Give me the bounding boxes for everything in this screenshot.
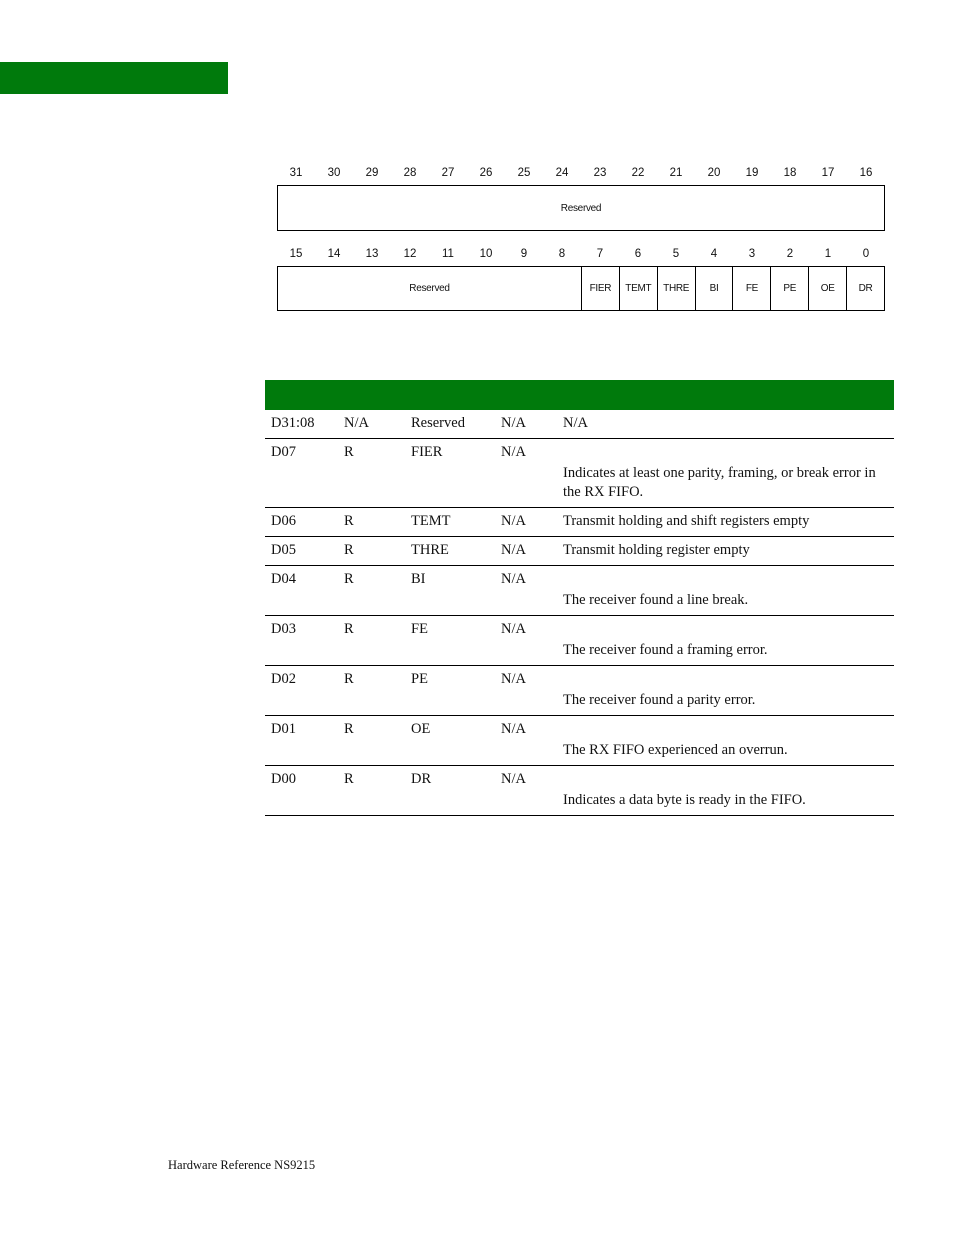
reset-cell: N/A <box>495 616 557 666</box>
access-cell: R <box>338 616 405 666</box>
access-cell: R <box>338 439 405 508</box>
description-detail: The RX FIFO experienced an overrun. <box>563 742 788 758</box>
register-field: Reserved <box>409 283 450 294</box>
register-diagram-upper <box>277 163 885 231</box>
bit-number: 22 <box>631 167 645 179</box>
reset-cell: N/A <box>495 508 557 537</box>
description-detail: The receiver found a line break. <box>563 592 749 608</box>
description-text <box>563 720 892 739</box>
bit-number: 30 <box>327 167 341 179</box>
description-cell <box>557 616 894 666</box>
bit-number: 10 <box>479 248 493 260</box>
bit-number: 5 <box>672 248 680 260</box>
description-detail: The receiver found a parity error. <box>563 692 756 708</box>
mnemonic-cell: Reserved <box>405 410 495 439</box>
bit-number: 27 <box>441 167 455 179</box>
bit-number: 19 <box>745 167 759 179</box>
description-text <box>563 620 892 639</box>
description-cell <box>557 537 894 566</box>
bit-number: 29 <box>365 167 379 179</box>
description-text: Transmit holding register empty <box>563 542 750 558</box>
access-cell: R <box>338 537 405 566</box>
description-detail: Indicates at least one parity, framing, or break error in the RX FIFO. <box>563 465 876 500</box>
access-cell: N/A <box>338 410 405 439</box>
description-cell <box>557 439 894 508</box>
bit-number: 9 <box>520 248 528 260</box>
description-text: N/A <box>563 415 588 431</box>
mnemonic-cell: TEMT <box>405 508 495 537</box>
access-cell: R <box>338 508 405 537</box>
mnemonic-cell: FE <box>405 616 495 666</box>
register-diagram-lower <box>277 244 885 311</box>
bit-number: 7 <box>596 248 604 260</box>
register-field: Reserved <box>560 202 602 214</box>
description-cell <box>557 716 894 766</box>
bits-cell: D00 <box>265 766 338 816</box>
bit-number: 28 <box>403 167 417 179</box>
register-field: PE <box>770 267 808 310</box>
mnemonic-cell: FIER <box>405 439 495 508</box>
bits-cell: D06 <box>265 508 338 537</box>
description-cell <box>557 566 894 616</box>
bit-number: 1 <box>824 248 832 260</box>
description-text <box>563 443 892 462</box>
bits-cell: D31:08 <box>265 410 338 439</box>
register-bit-table <box>265 380 894 816</box>
description-text <box>563 670 892 689</box>
bit-number: 14 <box>327 248 341 260</box>
bit-number: 17 <box>821 167 835 179</box>
table-row <box>265 766 894 816</box>
description-text <box>563 770 892 789</box>
reset-cell: N/A <box>495 410 557 439</box>
table-row <box>265 666 894 716</box>
bit-number: 8 <box>558 248 566 260</box>
bit-number: 6 <box>634 248 642 260</box>
mnemonic-cell: THRE <box>405 537 495 566</box>
field-row-upper <box>277 185 885 231</box>
description-detail: Indicates a data byte is ready in the FIFO. <box>563 792 806 808</box>
bit-number: 24 <box>555 167 569 179</box>
bit-number: 12 <box>403 248 417 260</box>
bit-number: 23 <box>593 167 607 179</box>
bits-cell: D05 <box>265 537 338 566</box>
bit-number: 3 <box>748 248 756 260</box>
description-cell <box>557 766 894 816</box>
register-field: DR <box>846 267 884 310</box>
reset-cell: N/A <box>495 716 557 766</box>
table-row <box>265 439 894 508</box>
description-cell <box>557 410 894 439</box>
mnemonic-cell: DR <box>405 766 495 816</box>
bits-cell: D07 <box>265 439 338 508</box>
mnemonic-cell: PE <box>405 666 495 716</box>
table-row <box>265 716 894 766</box>
bits-cell: D03 <box>265 616 338 666</box>
access-cell: R <box>338 666 405 716</box>
table-row <box>265 508 894 537</box>
bit-number: 31 <box>289 167 303 179</box>
bit-number: 2 <box>786 248 794 260</box>
register-field: FE <box>732 267 770 310</box>
bit-number: 21 <box>669 167 683 179</box>
bits-cell: D04 <box>265 566 338 616</box>
register-field: THRE <box>657 267 695 310</box>
page-footer: Hardware Reference NS9215 <box>168 1158 316 1172</box>
bit-number: 18 <box>783 167 797 179</box>
bits-cell: D01 <box>265 716 338 766</box>
reset-cell: N/A <box>495 566 557 616</box>
bit-number: 25 <box>517 167 531 179</box>
table-row <box>265 616 894 666</box>
register-field: OE <box>808 267 846 310</box>
bit-number: 11 <box>442 248 454 260</box>
table-header-bar <box>265 380 894 410</box>
mnemonic-cell: OE <box>405 716 495 766</box>
bit-number: 13 <box>365 248 379 260</box>
description-text: Transmit holding and shift registers empty <box>563 513 810 529</box>
bit-number: 20 <box>707 167 721 179</box>
field-row-lower <box>277 266 885 311</box>
bit-number: 0 <box>862 248 870 260</box>
table-row <box>265 537 894 566</box>
register-field: TEMT <box>619 267 657 310</box>
access-cell: R <box>338 716 405 766</box>
bit-number: 4 <box>710 248 718 260</box>
register-field: FIER <box>581 267 619 310</box>
description-detail: The receiver found a framing error. <box>563 642 768 658</box>
description-text <box>563 570 892 589</box>
chapter-tab-bar <box>0 62 228 94</box>
bit-number: 16 <box>859 167 873 179</box>
bits-cell: D02 <box>265 666 338 716</box>
bit-number: 26 <box>479 167 493 179</box>
bit-number: 15 <box>289 248 303 260</box>
bit-number-row-upper <box>277 163 885 183</box>
table-row <box>265 410 894 439</box>
table-row <box>265 566 894 616</box>
mnemonic-cell: BI <box>405 566 495 616</box>
reset-cell: N/A <box>495 666 557 716</box>
register-field: BI <box>695 267 733 310</box>
description-cell <box>557 508 894 537</box>
reset-cell: N/A <box>495 439 557 508</box>
description-cell <box>557 666 894 716</box>
bit-number-row-lower <box>277 244 885 264</box>
access-cell: R <box>338 566 405 616</box>
reset-cell: N/A <box>495 766 557 816</box>
access-cell: R <box>338 766 405 816</box>
reset-cell: N/A <box>495 537 557 566</box>
